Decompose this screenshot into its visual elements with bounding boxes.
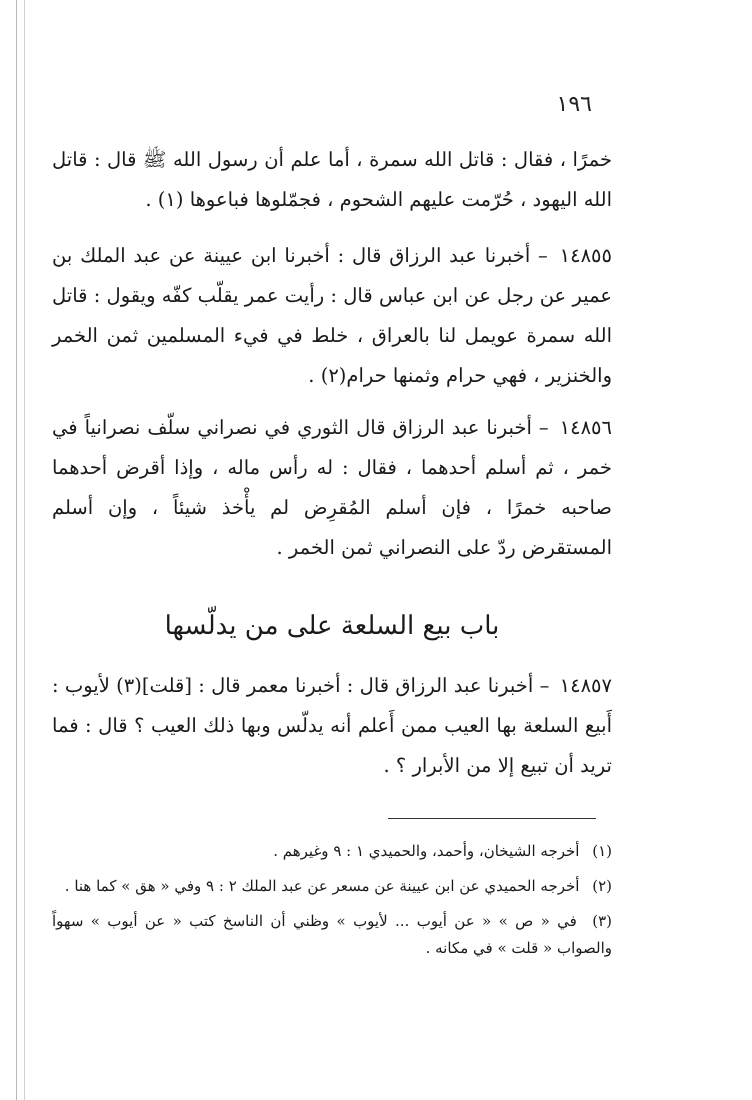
footnote-text: أخرجه الشيخان، وأحمد، والحميدي ١ : ٩ وغيرهم . bbox=[273, 842, 580, 860]
hadith-entry-14857 bbox=[52, 666, 612, 786]
entry-number: ١٤٨٥٧ bbox=[559, 674, 612, 697]
footnotes bbox=[52, 838, 612, 970]
hadith-entry-14856 bbox=[52, 408, 612, 568]
entry-number: ١٤٨٥٦ bbox=[559, 416, 613, 439]
page-number: ١٩٦ bbox=[556, 92, 592, 117]
footnote-divider bbox=[388, 818, 596, 819]
footnote-number: (٢) bbox=[592, 877, 612, 895]
scan-edge-line bbox=[16, 0, 17, 1100]
footnote-number: (٣) bbox=[592, 912, 612, 930]
entry-number: ١٤٨٥٥ bbox=[559, 244, 613, 267]
footnote-text: في « ص » « عن أيوب ... لأيوب » وظني أن الناسخ كتب « عن أيوب » سهواً والصواب « قلت » في مكانه . bbox=[52, 912, 612, 957]
intro-text: خمرًا ، فقال : قاتل الله سمرة ، أما علم أن رسول الله ﷺ قال : قاتل الله اليهود ، حُرّمت عليهم الشحوم ، فجمّلوها فباعوها (١) . bbox=[52, 148, 612, 211]
entry-text: – أخبرنا عبد الرزاق قال الثوري في نصراني سلّف نصرانياً في خمر ، ثم أسلم أحدهما ، فقال : له رأس ماله ، وإذا أقرض أحدهما صاحبه خمرًا ، فإن أسلم المُقرِض لم يأْخذ شيئاً ، وإن أسلم المستقرض ردّ على النصراني ثمن الخمر . bbox=[52, 416, 612, 559]
footnote bbox=[52, 908, 612, 962]
entry-text: – أخبرنا عبد الرزاق قال : أخبرنا معمر قال : [قلت](٣) لأيوب : أَبيع السلعة بها العيب ممن أَعلم أنه يدلّس وبها ذلك العيب ؟ قال : فما تريد أن تبيع إلا من الأبرار ؟ . bbox=[52, 674, 612, 777]
footnote-number: (١) bbox=[592, 842, 612, 860]
entry-text: – أخبرنا عبد الرزاق قال : أخبرنا ابن عيينة عن عبد الملك بن عمير عن رجل عن ابن عباس قال : رأيت عمر يقلّب كفّه ويقول : قاتل الله سمرة عويمل لنا بالعراق ، خلط في فيء المسلمين ثمن الخمر والخنزير ، فهي حرام وثمنها حرام(٢) . bbox=[52, 244, 612, 387]
footnote bbox=[52, 873, 612, 900]
chapter-heading: باب بيع السلعة على من يدلّسها bbox=[164, 611, 500, 641]
scan-edge-line bbox=[24, 0, 25, 1100]
hadith-entry-14855 bbox=[52, 236, 612, 396]
footnote bbox=[52, 838, 612, 865]
intro-paragraph bbox=[52, 140, 612, 220]
footnote-text: أخرجه الحميدي عن ابن عيينة عن مسعر عن عبد الملك ٢ : ٩ وفي « هق » كما هنا . bbox=[64, 877, 580, 895]
